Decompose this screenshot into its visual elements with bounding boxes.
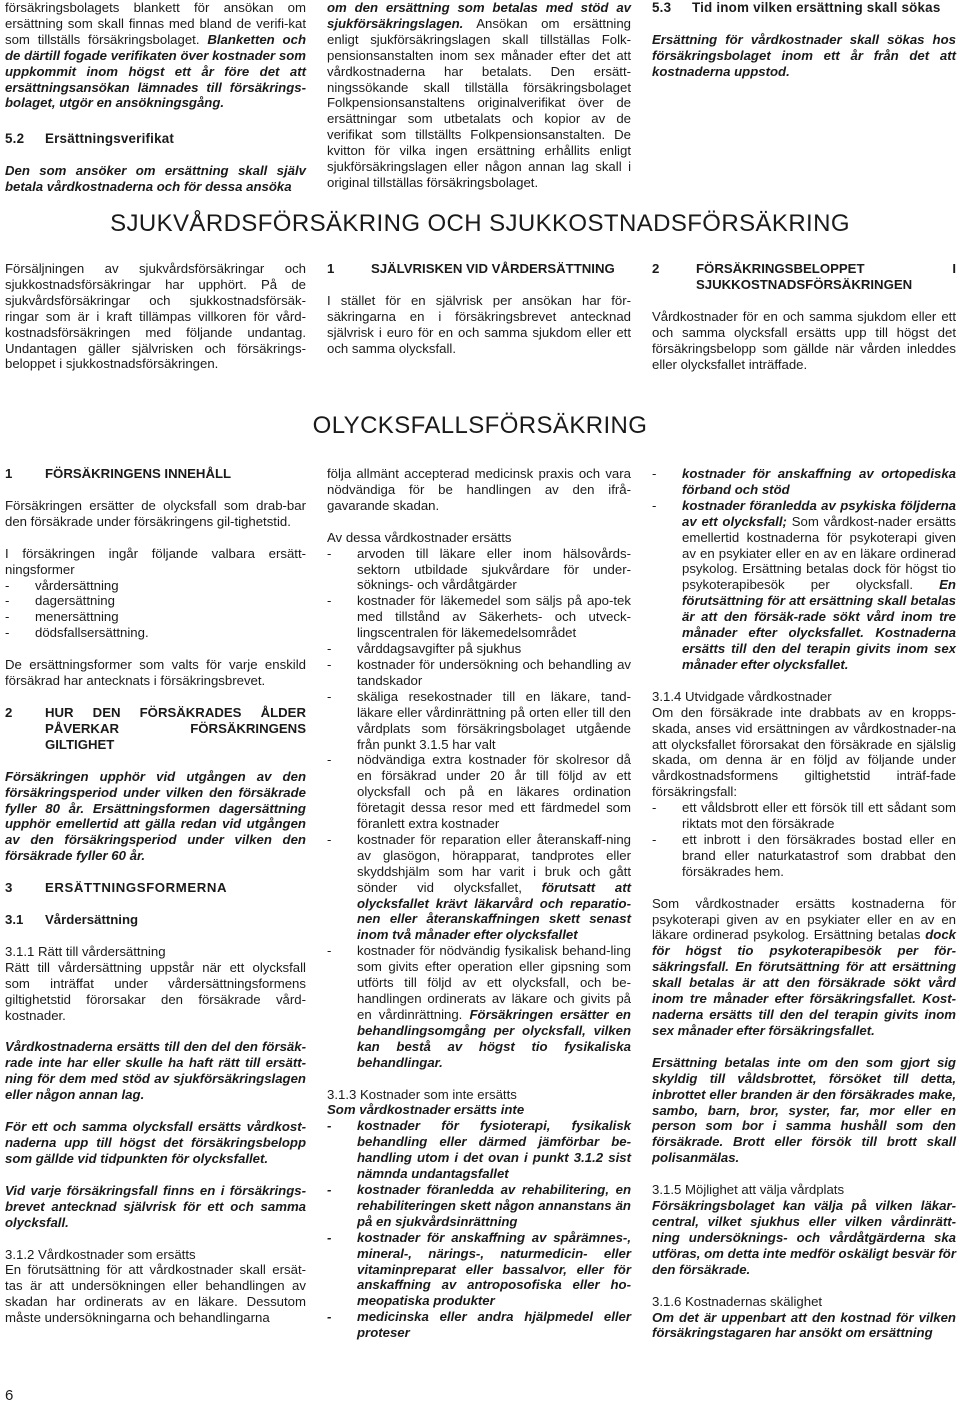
paragraph: Försäkringsbolaget kan välja på vilken läkar-central, vilket sjukhus eller vilken vårdinrätt-ning undersöknings- och vårdåtgärderna ska utföras, om detta inte medför oskäligt besvär för den försäkrade. bbox=[652, 1198, 956, 1277]
heading-number: 1 bbox=[5, 466, 13, 481]
list-item: - arvoden till läkare eller inom hälsovårds-sektorn utbildade sjukvårdare för under-söknings- och vårdåtgärder bbox=[327, 546, 631, 594]
paragraph: Om det är uppenbart att den kostnad för vilken försäkringstagaren har ansökt om ersättning bbox=[652, 1309, 956, 1341]
heading-number: 2 bbox=[652, 261, 660, 276]
heading-number: 2 bbox=[5, 704, 13, 720]
list-item: - ett våldsbrott eller ett försök till ett sådant som riktats mot den försäkrade bbox=[652, 800, 956, 832]
paragraph-bold: dock för högst tio psykoterapibesök per för-säkringsfall. En förutsättning för att ersättning skall betalas är att den försäkrade sökt vård inom tre månader efter försäkringsfallet. Kost-naderna ersätts till den del terapin givits inom sex månader efter försäkringsfallet. bbox=[652, 927, 956, 1038]
section-heading: OLYCKSFALLSFÖRSÄKRING bbox=[312, 412, 648, 439]
list-item: - skäliga resekostnader till en läkare, tand-läkare eller vårdinrättning på orten eller till den vårdplats som försäkringsbolaget utgående från punkt 3.1.5 har valt bbox=[327, 689, 631, 753]
paragraph: Ansökan om ersättning enligt sjukförsäkringslagen skall tillställas Folk-pensionsanstalten inom sex månader efter det att vårdkostnaderna har betalats. Den ersätt-ningssökande skall tillställa försäkringsbolaget Folkpensionsanstaltens originalverifikat över de ersättningar som utbetalats och kopior av de verifikat som tillställts Folkpensionsanstalten. De kvitton för vilka ingen ersättning erhållits enligt sjukförsäkringslagen eller någon annan lag skall i original tillställas försäkringsbolaget. bbox=[327, 15, 631, 190]
paragraph: Försäkringen upphör vid utgången av den försäkringsperiod under vilken den försäkrade fyller 80 år. Ersättningsformen dagersättning upphör emellertid att gälla redan vid utgången av den försäkringsperiod under vilken den försäkrade fyller 60 år. bbox=[5, 768, 306, 864]
sjuk-column-1 bbox=[5, 261, 306, 372]
olycks-column-1 bbox=[5, 466, 306, 1326]
sjuk-column-2 bbox=[327, 261, 631, 357]
top-column-3 bbox=[652, 0, 956, 80]
list-item: - kostnader för fysioterapi, fysikalisk behandling eller därmed jämförbar be-handling utom i det ovan i punkt 3.1.2 sist nämnda undantagsfallet bbox=[327, 1118, 631, 1182]
list-item: - kostnader för reparation eller återanskaff-ning av glasögon, hörapparat, tandprotes eller skyddshjälm som har varit i bruk och gått sönder vid olycksfallet, förutsatt att olycksfallet krävt läkarvård och reparatio-nen eller återanskaffningen skett senast inom två månader efter olycksfallet bbox=[327, 832, 631, 943]
page-number: 6 bbox=[5, 1387, 14, 1404]
cases-list bbox=[652, 800, 956, 880]
top-column-1 bbox=[5, 0, 306, 195]
heading-title: FÖRSÄKRINGSBELOPPET I SJUKKOSTNADSFÖRSÄKRINGEN bbox=[696, 261, 956, 292]
paragraph: Vårdkostnaderna ersätts till den del den försäk-rade inte har eller skulle ha haft rätt till ersätt-ning för dem med stöd av sjukförsäkringslagen eller någon annan lag. bbox=[5, 1039, 306, 1103]
sjuk-column-3 bbox=[652, 261, 956, 372]
bold-start: om den ersättning som betalas med stöd av sjukförsäkringslagen. bbox=[327, 0, 631, 31]
list-item: - kostnader för anskaffning av spårämnes-, mineral-, närings-, naturmedicin- eller vitaminpreparat eller bassalvor, eller för anskaffning av antroposofiska eller ho-meopatiska produkter bbox=[327, 1230, 631, 1310]
list-item: - vårdersättning bbox=[5, 578, 306, 594]
section-text: Ersättning för vårdkostnader skall sökas hos försäkringsbolaget inom ett år från det att kostnaderna uppstod. bbox=[652, 31, 956, 79]
heading-title: SJÄLVRISKEN VID VÅRDERSÄTTNING bbox=[371, 261, 615, 276]
heading-title: ERSÄTTNINGSFORMERNA bbox=[45, 880, 228, 896]
forms-list bbox=[5, 578, 306, 642]
section-title: Tid inom vilken ersättning skall sökas bbox=[692, 0, 941, 15]
paragraph: De ersättningsformer som valts för varje enskild försäkrad har antecknats i försäkringsbrevet. bbox=[5, 657, 306, 689]
section-title: Ersättningsverifikat bbox=[45, 131, 175, 147]
not-covered-list-cont bbox=[652, 466, 956, 673]
list-item: - ett inbrott i den försäkrades bostad eller en brand eller naturkatastrof som drabbat den försäkrades hem. bbox=[652, 832, 956, 880]
paragraph: följa allmänt accepterad medicinsk praxis och vara nödvändiga för be handlingen av den ifrå-gavarande skadan. bbox=[327, 466, 631, 513]
list-item: - dagersättning bbox=[5, 593, 306, 609]
intro-bold: Blanketten och de därtill fogade verifikaten över kostnader som uppkommit inom högst ett år före det att ersättningsansökan lämnades till försäkrings-bolaget, utgör en ansökningsgång. bbox=[5, 31, 306, 111]
list-item: - medicinska eller andra hjälpmedel eller proteser bbox=[327, 1309, 631, 1341]
list-item: - kostnader föranledda av psykiska följderna av ett olycksfall; Som vårdkost-nader ersätts emellertid kostnaderna för psykoterapi given av en psykiater eller en av en läkare ordinerad psykolog. Ersättning betalas dock för högst tio psykoterapibesök per olycksfall. En förutsättning för att ersättning skall betalas är att den försäk-rade sökt vård inom tre månader efter olycksfallet. Kostnaderna ersätts till den del terapin givits inom sex månader efter olycksfallet. bbox=[652, 498, 956, 673]
section-heading: SJUKVÅRDSFÖRSÄKRING OCH SJUKKOSTNADSFÖRSÄKRING bbox=[110, 210, 850, 237]
list-item: - kostnader för anskaffning av ortopediska förband och stöd bbox=[652, 466, 956, 498]
list-item: - kostnader för läkemedel som säljs på apo-tek med tillstånd av Säkerhets- och utveck-lingscentralen för läkemedelsområdet bbox=[327, 593, 631, 641]
not-covered-list bbox=[327, 1118, 631, 1341]
paragraph: Försäkringen ersätter de olycksfall som drab-bar den försäkrade under försäkringens gil-tighetstid. bbox=[5, 497, 306, 529]
heading-number: 1 bbox=[327, 261, 335, 276]
list-item: - kostnader föranledda av rehabilitering, en rehabiliteringen skett någon annanstans än på en sjukvårdsinrättning bbox=[327, 1182, 631, 1230]
subheading: 3.1.4 Utvidgade vårdkostnader bbox=[652, 688, 832, 704]
heading-title: HUR DEN FÖRSÄKRADES ÅLDER PÅVERKAR FÖRSÄKRINGENS GILTIGHET bbox=[45, 704, 306, 752]
list-item: - menersättning bbox=[5, 609, 306, 625]
heading-title: Vårdersättning bbox=[45, 912, 139, 928]
paragraph: Ersättning betalas inte om den som gjort sig skyldig till våldsbrottet, försöket till detta, inbrottet eller branden är den försäkrades make, sambo, barn, bror, syster, far, mor eller en person som bor i samma hushåll som den försäkrade. Brott eller försök till brott skall polisanmälas. bbox=[652, 1054, 956, 1166]
subheading: 3.1.1 Rätt till vårdersättning bbox=[5, 943, 166, 959]
section-text: Den som ansöker om ersättning skall själv betala vårdkostnaderna och för dessa ansöka bbox=[5, 163, 306, 195]
paragraph: För ett och samma olycksfall ersätts vårdkost-naderna upp till högst det försäkringsbelopp som gällde vid tidpunkten för olycksfallet. bbox=[5, 1119, 306, 1166]
list-item: - vårddagsavgifter på sjukhus bbox=[327, 641, 631, 657]
list-item: - dödsfallsersättning. bbox=[5, 625, 306, 641]
paragraph: Försäljningen av sjukvårdsförsäkringar och sjukkostnadsförsäkringar har upphört. På de sjukvårdsförsäkringar och sjukkostnadsförsäk-ringar som är i kraft tillämpas villkoren för vård-kostnadsförsäkringen med följande undantag. Undantagen gäller självrisken och försäkrings-beloppet i sjukkostnadsförsäkringen. bbox=[5, 261, 306, 372]
heading-number: 3.1 bbox=[5, 912, 24, 928]
olycks-column-3 bbox=[652, 466, 956, 1341]
paragraph: Om den försäkrade inte drabbats av en kropps-skada, anses vid ersättningen av vårdkostnader-na att olycksfallet förorsakat den försäkrade en själslig skada, om denna är en följd av följande under vårdkostnadsformens giltighetstid inträf-fade försäkringsfall: bbox=[652, 704, 956, 800]
paragraph: Vårdkostnader för en och samma sjukdom eller ett och samma olycksfall ersätts upp till högst det försäkringsbelopp som gällde när vården inleddes eller olycksfallet inträffade. bbox=[652, 308, 956, 372]
section-number: 5.2 bbox=[5, 131, 25, 147]
paragraph: Vid varje försäkringsfall finns en i försäkrings-brevet antecknad självrisk för ett och samma olycksfall. bbox=[5, 1182, 306, 1230]
subheading: 3.1.5 Möjlighet att välja vårdplats bbox=[652, 1182, 845, 1198]
paragraph: Rätt till vårdersättning uppstår när ett olycksfall som inträffat under vårdersättningsformens giltighetstid förorsakar den försäkrade vård-kostnader. bbox=[5, 959, 306, 1023]
section-number: 5.3 bbox=[652, 0, 672, 15]
list-item: - nödvändiga extra kostnader för skolresor då en försäkrad under 20 år till följd av ett olycksfall och på en läkares ordination företagit dessa resor med ett färdmedel som föranlett extra kostnader bbox=[327, 752, 631, 832]
paragraph: I stället för en självrisk per ansökan har för-säkringarna en i försäkringsbrevet antecknad självrisk i euro för en och samma sjukdom eller ett och samma olycksfall. bbox=[327, 292, 631, 356]
intro-plain: försäkringsbolagets blankett för ansökan om ersättning som skall finnas med bland de verifi-kat som tillställs försäkringsbolaget. bbox=[5, 0, 306, 47]
subheading: 3.1.2 Vårdkostnader som ersätts bbox=[5, 1246, 196, 1262]
subheading-bold: Som vårdkostnader ersätts inte bbox=[327, 1102, 525, 1118]
list-item: - kostnader för nödvändig fysikalisk behand-ling som givits efter operation eller gipsning som utförts till följd av ett olycksfall, och be-handlingen ordinerats av läkare och givits på en vårdinrättning. Försäkringen ersätter en behandlingsomgång per olycksfall, vilken kan bestå av högst tio fysikaliska behandlingar. bbox=[327, 943, 631, 1070]
paragraph: En förutsättning för att vårdkostnader skall ersät-tas är att undersökningen eller behandlingen av skadan har ordinerats av en läkare. Dessutom måste undersökningarna och behandlingarna bbox=[5, 1262, 306, 1326]
paragraph: I försäkringen ingår följande valbara ersätt-ningsformer bbox=[5, 545, 306, 577]
paragraph: Av dessa vårdkostnader ersätts bbox=[327, 529, 512, 545]
list-item: - kostnader för undersökning och behandling av tandskador bbox=[327, 657, 631, 689]
paragraph: Som vårdkostnader ersätts kostnaderna för psykoterapi given av en psykiater eller en av en läkare ordinerad psykolog. Ersättning betalas bbox=[652, 895, 956, 943]
subheading: 3.1.6 Kostnadernas skälighet bbox=[652, 1293, 823, 1309]
heading-title: FÖRSÄKRINGENS INNEHÅLL bbox=[45, 466, 232, 481]
top-column-2 bbox=[327, 0, 631, 191]
olycks-column-2 bbox=[327, 466, 631, 1341]
heading-number: 3 bbox=[5, 880, 13, 896]
covered-costs-list bbox=[327, 546, 631, 1071]
subheading: 3.1.3 Kostnader som inte ersätts bbox=[327, 1086, 517, 1102]
